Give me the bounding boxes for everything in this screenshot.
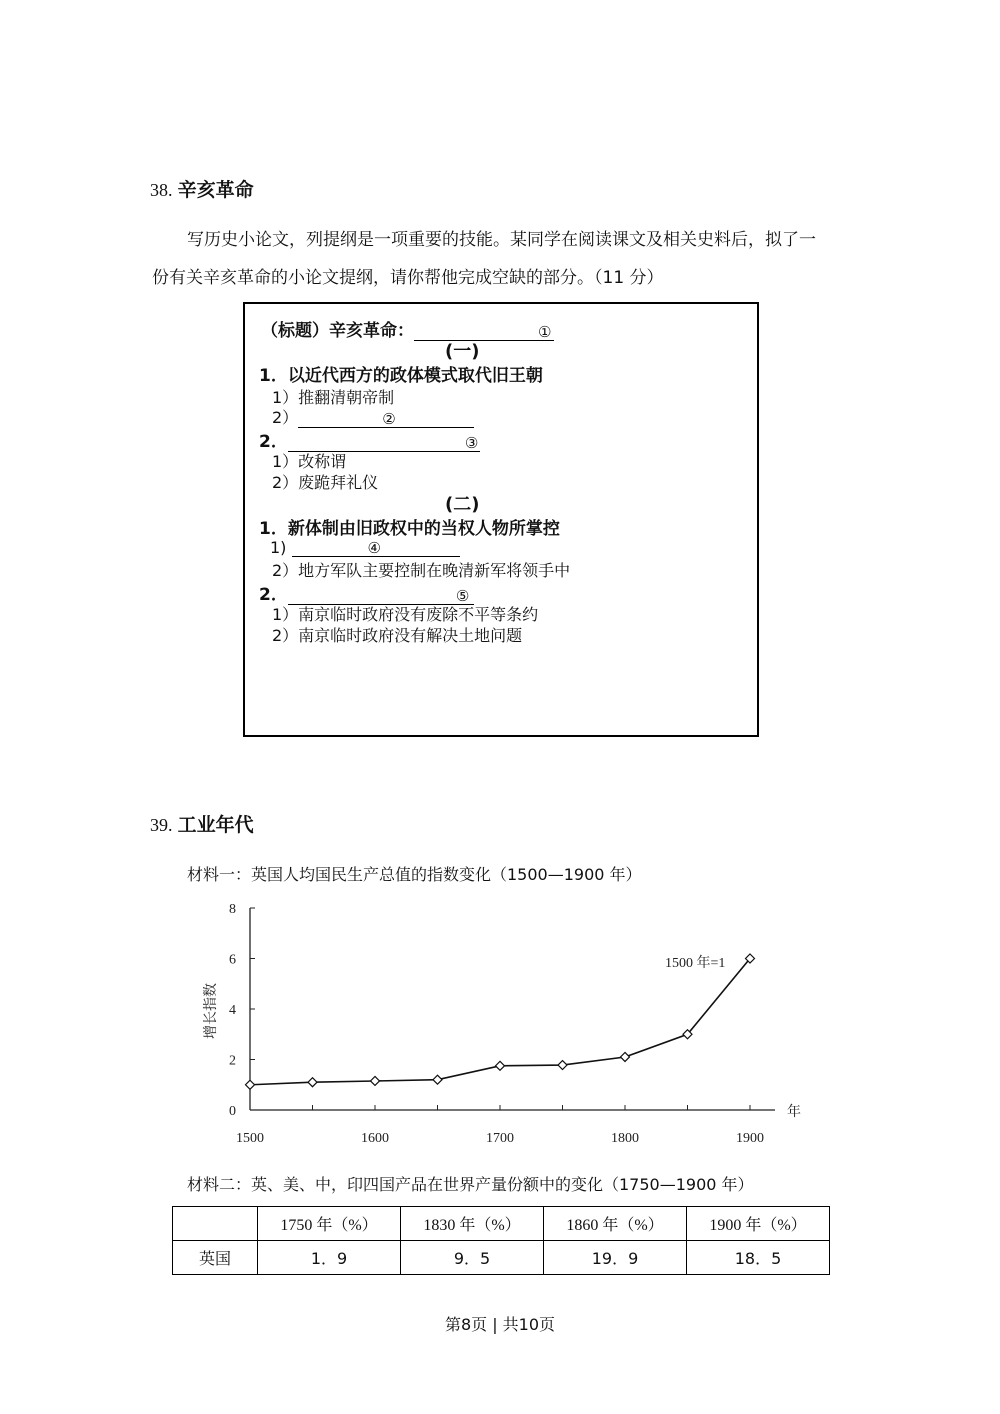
outline-item-1-2 xyxy=(272,405,474,428)
data-point xyxy=(621,1052,630,1061)
blank-4[interactable] xyxy=(292,538,460,557)
y-tick-label: 4 xyxy=(229,1003,236,1018)
outline-item-3-2: 2）地方军队主要控制在晚清新军将领手中 xyxy=(272,561,571,580)
q39-heading xyxy=(150,810,254,837)
blank-2[interactable] xyxy=(298,409,474,428)
data-point xyxy=(371,1076,380,1085)
outline-title-row xyxy=(261,316,554,341)
blank-1[interactable] xyxy=(414,322,554,341)
chart-axes xyxy=(250,908,775,1110)
section-two-heading: (二) xyxy=(445,494,480,515)
item-2-prefix: 2． xyxy=(259,432,288,452)
table-header-cell: 1750 年（%） xyxy=(258,1207,401,1241)
q38-intro-line2: 份有关辛亥革命的小论文提纲，请你帮他完成空缺的部分。（11 分） xyxy=(152,268,664,288)
table-header-row xyxy=(173,1207,830,1241)
q38-heading xyxy=(150,175,254,202)
outline-item-2-1: 1）改称谓 xyxy=(272,452,347,471)
data-point xyxy=(496,1061,505,1070)
table-header-cell xyxy=(173,1207,258,1241)
table-header-cell: 1900 年（%） xyxy=(687,1207,830,1241)
blank-marker-2: ② xyxy=(382,410,396,428)
x-tick-label: 1700 xyxy=(486,1131,514,1146)
material-one-caption: 材料一：英国人均国民生产总值的指数变化（1500—1900 年） xyxy=(187,865,642,884)
q39-number: 39. xyxy=(150,815,173,835)
table-cell: 19．9 xyxy=(544,1241,687,1275)
table-cell: 英国 xyxy=(173,1241,258,1275)
item-4-prefix: 2． xyxy=(259,585,288,605)
item-3-1-prefix: 1) xyxy=(270,538,287,557)
gnp-index-chart xyxy=(195,895,815,1155)
section-one-heading: (一) xyxy=(445,341,480,362)
material-two-caption: 材料二：英、美、中，印四国产品在世界产量份额中的变化（1750—1900 年） xyxy=(187,1175,754,1194)
outline-item-3-1 xyxy=(270,538,460,557)
x-tick-label: 1600 xyxy=(361,1131,389,1146)
y-tick-label: 6 xyxy=(229,952,236,968)
y-tick-label: 8 xyxy=(229,902,236,917)
outline-item-4-1: 1）南京临时政府没有废除不平等条约 xyxy=(272,605,539,624)
y-tick-label: 2 xyxy=(229,1053,236,1069)
outline-item-2-2: 2）废跪拜礼仪 xyxy=(272,473,379,492)
x-axis-label: 年 xyxy=(787,1105,801,1120)
share-table xyxy=(172,1206,830,1275)
table-cell: 1．9 xyxy=(258,1241,401,1275)
item-1-2-prefix: 2） xyxy=(272,408,299,427)
outline-item-3: 1．新体制由旧政权中的当权人物所掌控 xyxy=(259,519,560,539)
data-point xyxy=(558,1061,567,1070)
table-row xyxy=(173,1241,830,1275)
table-header-cell: 1830 年（%） xyxy=(401,1207,544,1241)
table-cell: 9．5 xyxy=(401,1241,544,1275)
outline-item-1: 1．以近代西方的政体模式取代旧王朝 xyxy=(259,366,543,386)
outline-item-1-1: 1）推翻清朝帝制 xyxy=(272,388,395,407)
outline-title-label: （标题）辛亥革命： xyxy=(261,321,414,341)
data-point xyxy=(308,1078,317,1087)
chart-annotation: 1500 年=1 xyxy=(665,956,726,971)
blank-marker-4: ④ xyxy=(367,539,381,557)
x-tick-label: 1500 xyxy=(236,1131,264,1146)
chart-points xyxy=(246,954,755,1089)
x-tick-label: 1900 xyxy=(736,1131,764,1146)
outline-item-4-2: 2）南京临时政府没有解决土地问题 xyxy=(272,626,523,645)
outline-box xyxy=(243,302,759,737)
table-header-cell: 1860 年（%） xyxy=(544,1207,687,1241)
data-point xyxy=(246,1080,255,1089)
q38-intro-line1: 写历史小论文，列提纲是一项重要的技能。某同学在阅读课文及相关史料后，拟了一 xyxy=(187,230,816,250)
table-cell: 18．5 xyxy=(687,1241,830,1275)
x-tick-label: 1800 xyxy=(611,1131,639,1146)
q38-title: 辛亥革命 xyxy=(177,179,254,201)
q38-number: 38. xyxy=(150,180,173,200)
q39-title: 工业年代 xyxy=(177,814,254,836)
blank-marker-3: ③ xyxy=(464,434,479,452)
y-tick-label: 0 xyxy=(229,1104,236,1119)
y-axis-label: 增长指数 xyxy=(204,983,219,1039)
page-footer: 第8页 | 共10页 xyxy=(444,1315,556,1334)
data-point xyxy=(433,1075,442,1084)
blank-marker-1: ① xyxy=(538,323,552,341)
blank-marker-5: ⑤ xyxy=(455,587,470,605)
